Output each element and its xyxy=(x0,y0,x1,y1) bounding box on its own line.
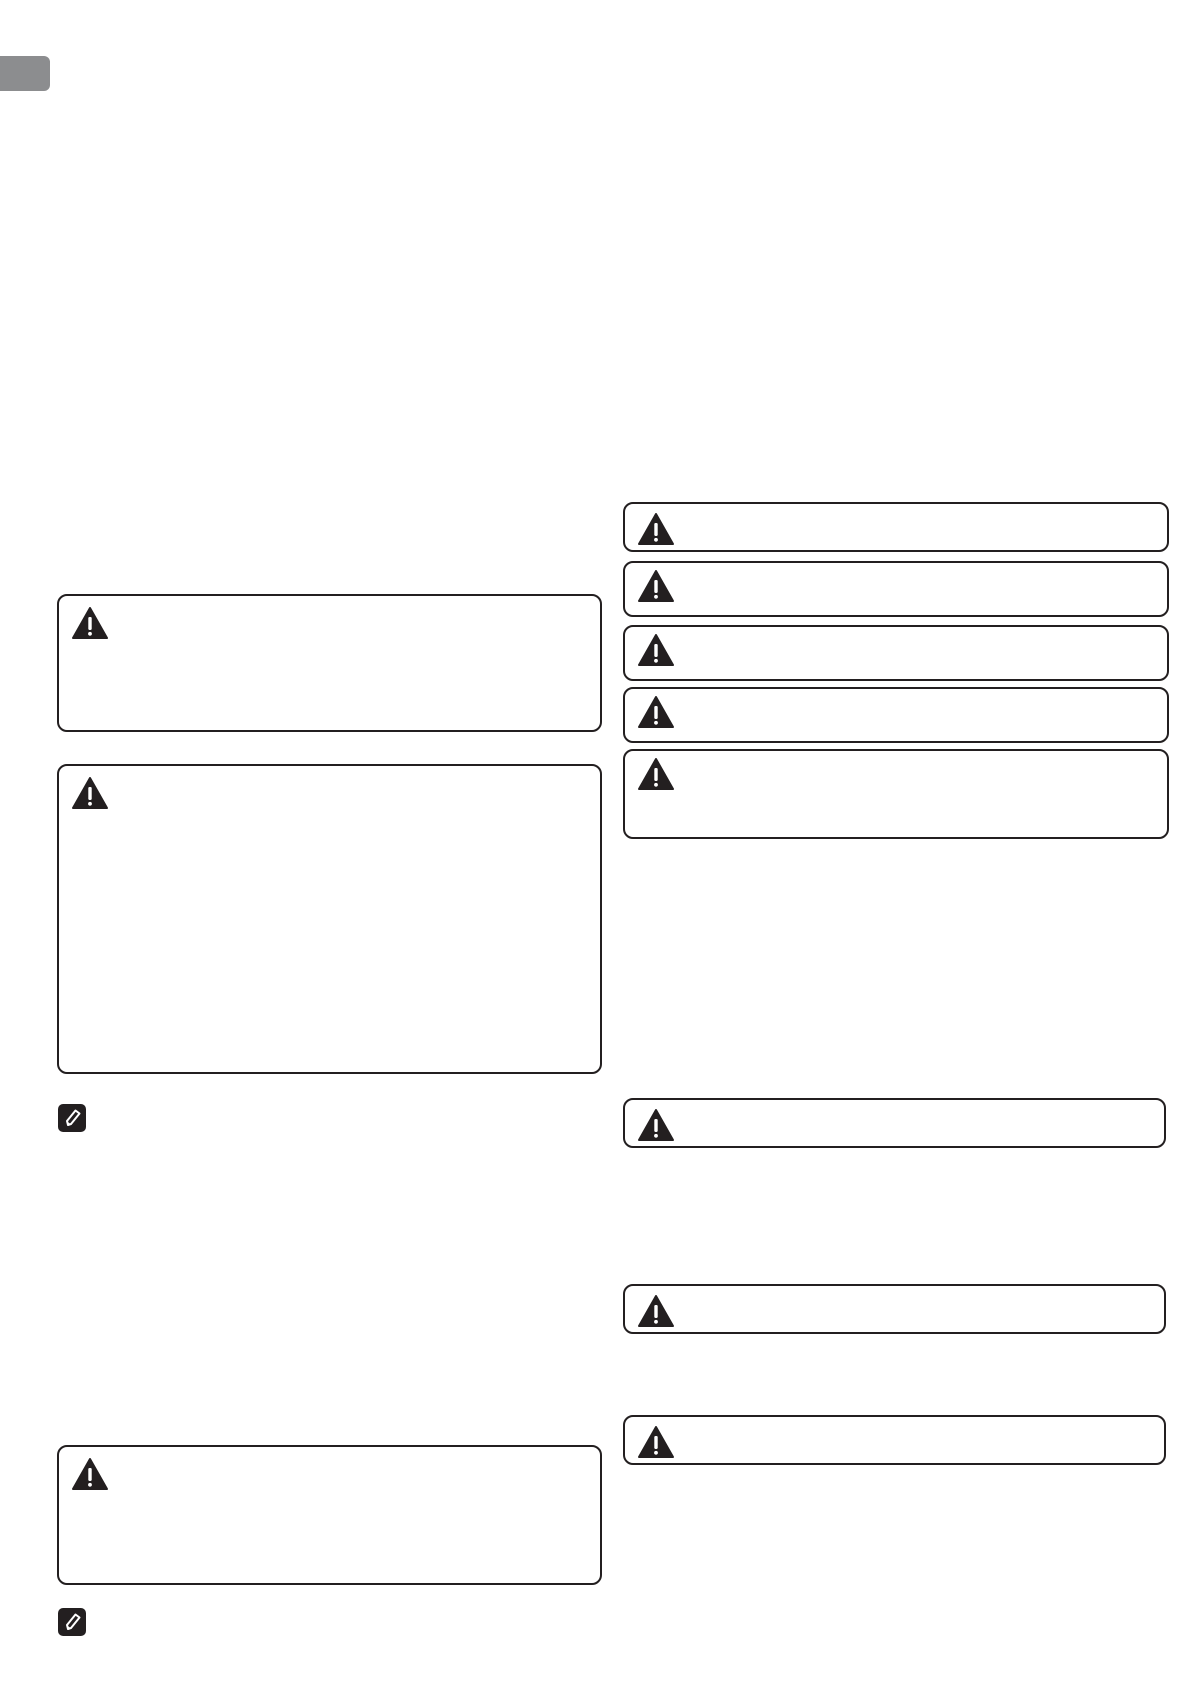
warning-triangle-icon xyxy=(71,776,109,810)
warning-triangle-icon xyxy=(637,569,675,603)
warning-box-6 xyxy=(623,625,1169,681)
warning-box-1 xyxy=(57,594,602,732)
warning-box-9 xyxy=(623,1098,1166,1148)
warning-triangle-icon xyxy=(637,512,675,546)
warning-triangle-icon xyxy=(637,695,675,729)
warning-box-8 xyxy=(623,749,1169,839)
warning-box-11 xyxy=(623,1415,1166,1465)
note-pencil-icon xyxy=(57,1103,87,1133)
page-tab-marker xyxy=(0,56,50,91)
warning-triangle-icon xyxy=(71,606,109,640)
warning-box-10 xyxy=(623,1284,1166,1334)
warning-triangle-icon xyxy=(637,1108,675,1142)
warning-box-5 xyxy=(623,561,1169,617)
warning-triangle-icon xyxy=(637,1294,675,1328)
warning-box-3 xyxy=(57,1445,602,1585)
warning-box-7 xyxy=(623,687,1169,743)
warning-triangle-icon xyxy=(637,633,675,667)
warning-triangle-icon xyxy=(71,1457,109,1491)
warning-triangle-icon xyxy=(637,757,675,791)
warning-box-2 xyxy=(57,764,602,1074)
warning-box-4 xyxy=(623,502,1169,552)
warning-triangle-icon xyxy=(637,1425,675,1459)
note-pencil-icon xyxy=(57,1607,87,1637)
